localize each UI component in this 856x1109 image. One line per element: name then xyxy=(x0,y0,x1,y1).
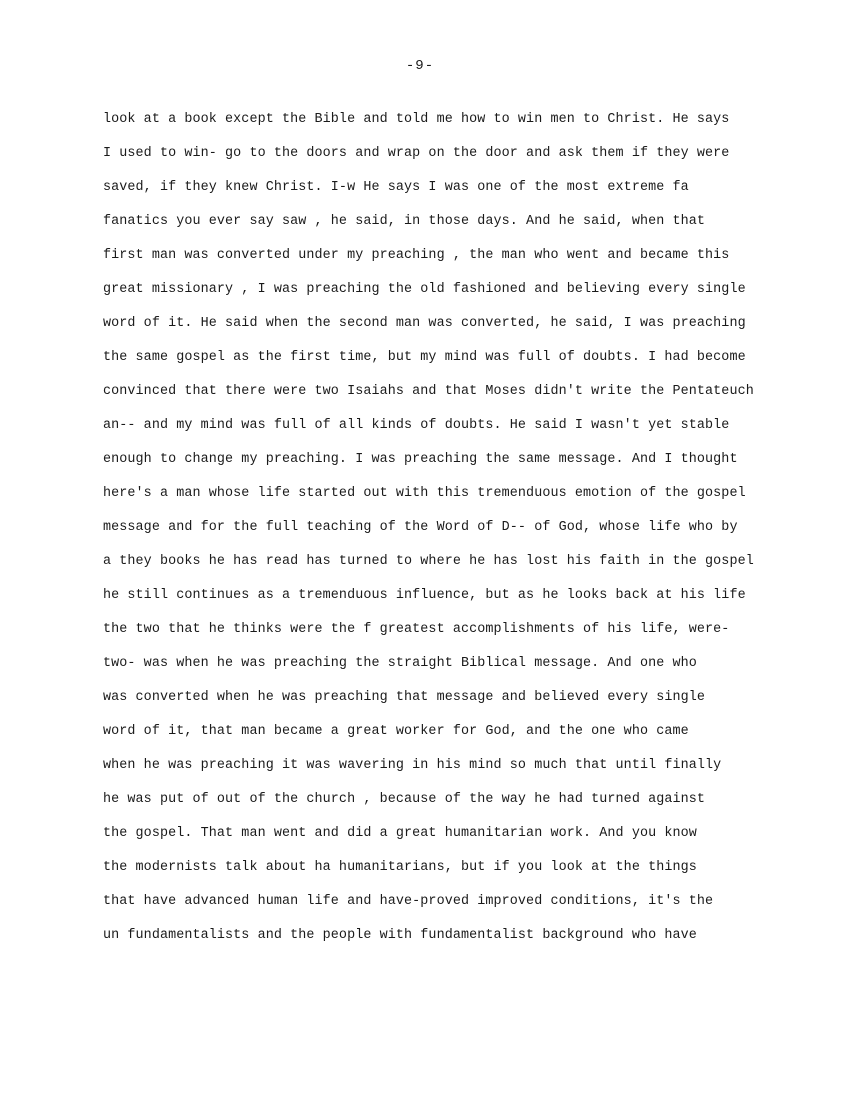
page-number: -9- xyxy=(405,58,435,74)
text-line: here's a man whose life started out with this tremenduous emotion of the gospel xyxy=(103,486,746,501)
text-line: was converted when he was preaching that message and believed every single xyxy=(103,690,706,705)
text-line: first man was converted under my preaching , the man who went and became this xyxy=(103,248,730,263)
text-line: fanatics you ever say saw , he said, in those days. And he said, when that xyxy=(103,214,706,229)
text-line: when he was preaching it was wavering in his mind so much that until finally xyxy=(103,758,722,773)
text-line: word of it, that man became a great worker for God, and the one who came xyxy=(103,724,689,739)
text-line: the modernists talk about ha humanitarians, but if you look at the things xyxy=(103,860,697,875)
text-line: I used to win- go to the doors and wrap on the door and ask them if they were xyxy=(103,146,730,161)
text-line: un fundamentalists and the people with fundamentalist background who have xyxy=(103,928,697,943)
text-line: convinced that there were two Isaiahs and that Moses didn't write the Pentateuch xyxy=(103,384,754,399)
text-line: message and for the full teaching of the Word of D-- of God, whose life who by xyxy=(103,520,738,535)
text-line: great missionary , I was preaching the old fashioned and believing every single xyxy=(103,282,746,297)
text-line: the gospel. That man went and did a great humanitarian work. And you know xyxy=(103,826,697,841)
text-line: the same gospel as the first time, but my mind was full of doubts. I had become xyxy=(103,350,746,365)
text-line: the two that he thinks were the f greatest accomplishments of his life, were- xyxy=(103,622,730,637)
text-line: a they books he has read has turned to where he has lost his faith in the gospel xyxy=(103,554,754,569)
text-line: two- was when he was preaching the straight Biblical message. And one who xyxy=(103,656,697,671)
text-line: look at a book except the Bible and told me how to win men to Christ. He says xyxy=(103,112,730,127)
body-text xyxy=(103,108,793,958)
text-line: enough to change my preaching. I was preaching the same message. And I thought xyxy=(103,452,738,467)
text-line: saved, if they knew Christ. I-w He says I was one of the most extreme fa xyxy=(103,180,689,195)
text-line: that have advanced human life and have-proved improved conditions, it's the xyxy=(103,894,714,909)
text-line: he still continues as a tremenduous influence, but as he looks back at his life xyxy=(103,588,746,603)
text-line: word of it. He said when the second man was converted, he said, I was preaching xyxy=(103,316,746,331)
text-line: he was put of out of the church , because of the way he had turned against xyxy=(103,792,706,807)
text-line: an-- and my mind was full of all kinds of doubts. He said I wasn't yet stable xyxy=(103,418,730,433)
